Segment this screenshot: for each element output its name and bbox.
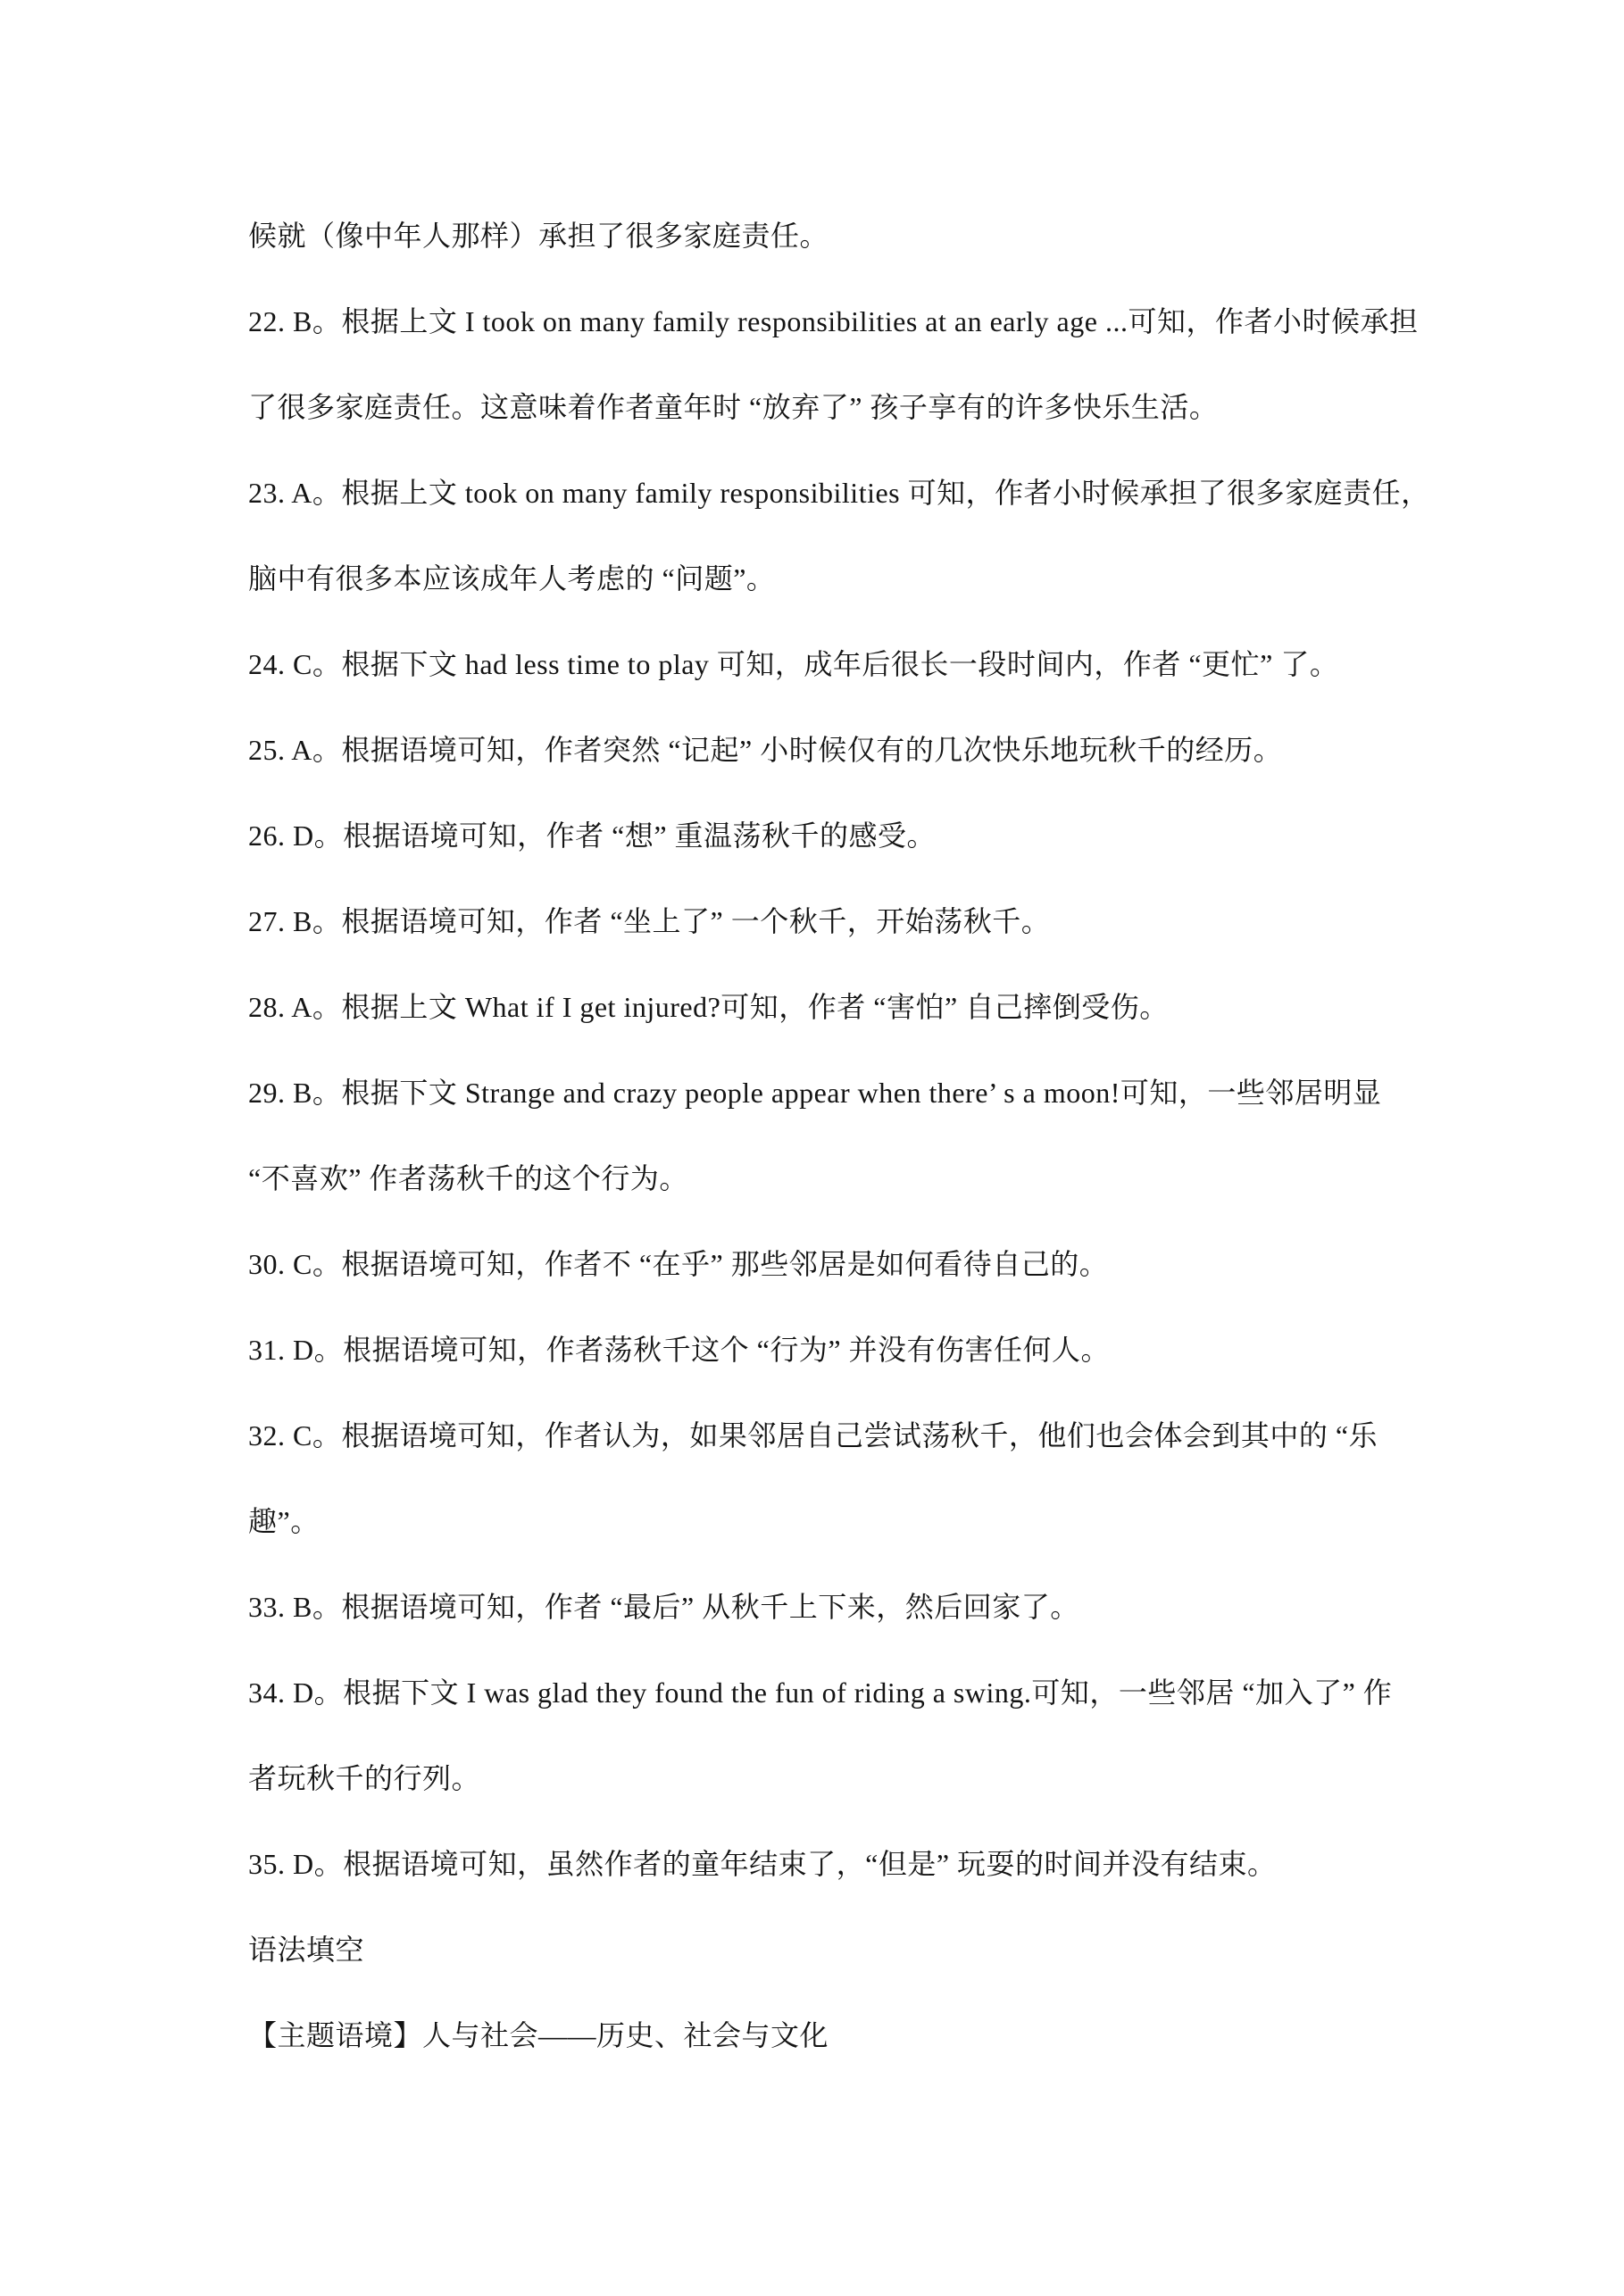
text-line: 26. D。根据语境可知，作者 “想” 重温荡秋千的感受。 [248,819,937,852]
text-line: 语法填空 [248,1934,365,1966]
text-line: 29. B。根据下文 Strange and crazy people appear when there’ s a moon!可知，一些邻居明显 [248,1077,1382,1109]
text-line: 【主题语境】人与社会——历史、社会与文化 [248,2019,829,2051]
text-line: 27. B。根据语境可知，作者 “坐上了” 一个秋千，开始荡秋千。 [248,905,1051,937]
text-line: 31. D。根据语境可知，作者荡秋千这个 “行为” 并没有伤害任何人。 [248,1334,1111,1366]
text-line: 32. C。根据语境可知，作者认为，如果邻居自己尝试荡秋千，他们也会体会到其中的 “乐 [248,1419,1378,1452]
answer-explanation-text [248,193,1430,2078]
text-line: 35. D。根据语境可知，虽然作者的童年结束了，“但是” 玩耍的时间并没有结束。 [248,1848,1277,1880]
text-line: 34. D。根据下文 I was glad they found the fun of riding a swing.可知，一些邻居 “加入了” 作 [248,1676,1393,1709]
text-line: 脑中有很多本应该成年人考虑的 “问题”。 [248,562,776,595]
text-line: 24. C。根据下文 had less time to play 可知，成年后很长一段时间内，作者 “更忙” 了。 [248,648,1339,680]
text-line: 30. C。根据语境可知，作者不 “在乎” 那些邻居是如何看待自己的。 [248,1248,1109,1280]
text-line: 23. A。根据上文 took on many family responsibilities 可知，作者小时候承担了很多家庭责任， [248,477,1430,509]
text-line: 22. B。根据上文 I took on many family responsibilities at an early age ...可知，作者小时候承担 [248,305,1419,337]
text-line: 25. A。根据语境可知，作者突然 “记起” 小时候仅有的几次快乐地玩秋千的经历。 [248,734,1283,766]
text-line: 者玩秋千的行列。 [248,1762,481,1794]
text-line: 趣”。 [248,1505,320,1537]
text-line: 28. A。根据上文 What if I get injured?可知，作者 “害怕” 自己摔倒受伤。 [248,991,1169,1023]
text-line: 了很多家庭责任。这意味着作者童年时 “放弃了” 孩子享有的许多快乐生活。 [248,391,1219,423]
text-line: 候就（像中年人那样）承担了很多家庭责任。 [248,220,829,252]
text-line: “不喜欢” 作者荡秋千的这个行为。 [248,1162,688,1194]
text-line: 33. B。根据语境可知，作者 “最后” 从秋千上下来，然后回家了。 [248,1591,1079,1623]
